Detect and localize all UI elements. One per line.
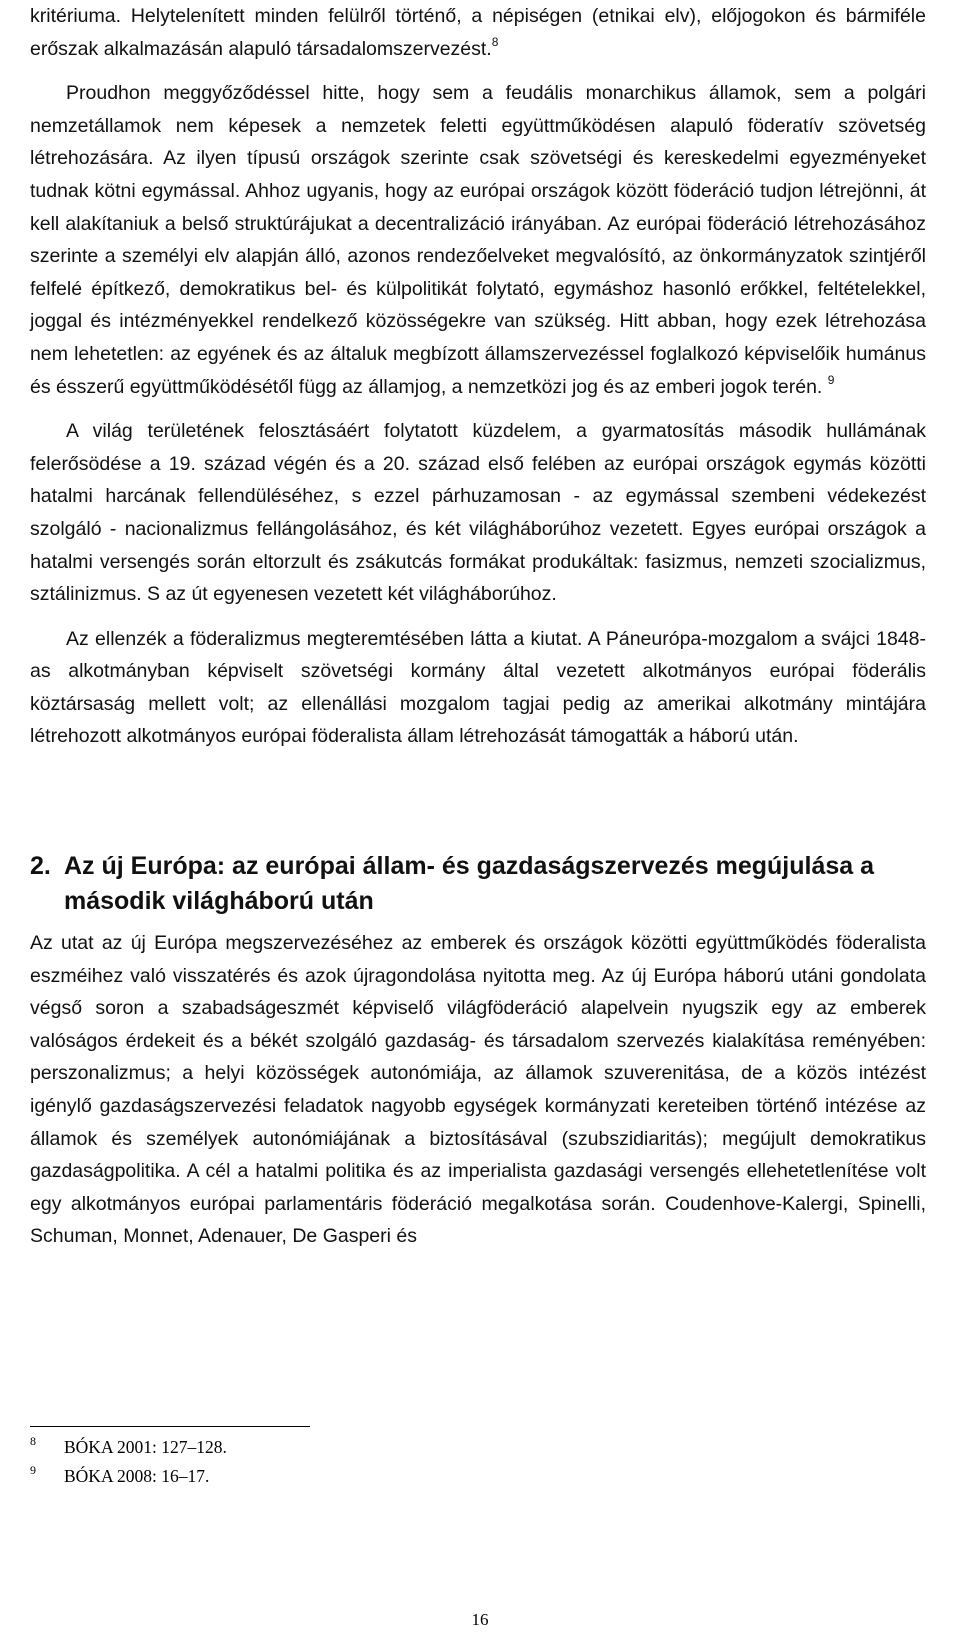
- footnote-number: 8: [30, 1434, 36, 1448]
- footnote-text: BÓKA 2008: 16–17.: [64, 1466, 210, 1486]
- paragraph-new-europe: Az utat az új Európa megszervezéséhez az emberek és országok közötti együttműködés föderalista eszméihez való visszatérés és azok újragondolása nyitotta meg. Az új Európa háború utáni gondolata végső soron a szabadságeszmét képviselő világföderáció alapelvein nyugszik egy az emberek valóságos érdekeit és a békét szolgáló gazdaság- és társadalom szervezés kialakítása reményében: perszonalizmus; a helyi közösségek autonómiája, az államok szuverenitása, de a közös intézést igénylő gazdaságszervezési feladatok nagyobb egységek kormányzati kereteiben történő intézése az államok és személyek autonómiájának a biztosításával (szubszidiaritás); megújult demokratikus gazdaságpolitika. A cél a hatalmi politika és az imperialista gazdasági versengés ellehetetlenítése volt egy alkotmányos európai parlamentáris föderáció megalkotása során. Coudenhove-Kalergi, Spinelli, Schuman, Monnet, Adenauer, De Gasperi és: [30, 932, 926, 1248]
- section-heading: [30, 849, 926, 919]
- paragraph-proudhon-text: Proudhon meggyőződéssel hitte, hogy sem a feudális monarchikus államok, sem a polgári nemzetállamok nem képesek a nemzetek feletti együttműködésen alapuló föderatív szövetség létrehozására. Az ilyen típusú országok szerinte csak szövetségi és kereskedelmi egyezményeket tudnak kötni egymással. Ahhoz ugyanis, hogy az európai országok között föderáció tudjon létrejönni, át kell alakítaniuk a belső struktúrájukat a decentralizáció irányában. Az európai föderáció létrehozásához szerinte a személyi elv alapján álló, azonos rendezőelveket megvalósító, az önkormányzatok szintjéről felfelé építkező, demokratikus bel- és külpolitikát folytató, egymáshoz hasonló erőkkel, feltételekkel, joggal és intézményekkel rendelkező közösségekre van szükség. Hitt abban, hogy ezek létrehozása nem lehetetlen: az egyének és az általuk megbízott államszervezéssel foglalkozó képviselőik humánus és ésszerű együttműködésétől függ az államjog, a nemzetközi jog és az emberi jogok terén.: [30, 82, 926, 398]
- footnote-separator: [30, 1426, 310, 1427]
- footnote-9: [30, 1463, 227, 1492]
- section-title: Az új Európa: az európai állam- és gazdaságszervezés megújulása a második világháború után: [64, 852, 875, 916]
- footnote-ref-9[interactable]: 9: [827, 372, 835, 387]
- intro-paragraph: [30, 0, 926, 65]
- footnotes: [30, 1434, 227, 1492]
- intro-text: kritériuma. Helytelenített minden felülről történő, a népiségen (etnikai elv), előjogokon és bármiféle erőszak alkalmazásán alapuló társadalomszervezést.: [30, 5, 926, 60]
- paragraph-world-division: A világ területének felosztásáért folytatott küzdelem, a gyarmatosítás második hullámának felerősödése a 19. század végén és a 20. század első felében az európai országok egymás közötti hatalmi harcának fellendüléséhez, s ezzel párhuzamosan - az egymással szembeni védekezést szolgáló - nacionalizmus fellángolásához, és két világháborúhoz vezetett. Egyes európai országok a hatalmi versengés során eltorzult és zsákutcás formákat produkáltak: fasizmus, nemzeti szocializmus, sztálinizmus. S az út egyenesen vezetett két világháborúhoz.: [30, 420, 926, 606]
- paragraph-proudhon: [30, 77, 926, 403]
- paragraph-opposition: Az ellenzék a föderalizmus megteremtésében látta a kiutat. A Páneurópa-mozgalom a svájci 1848-as alkotmányban képviselt szövetségi kormány által vezetett alkotmányos európai föderális köztársaság mellett volt; az ellenállási mozgalom tagjai pedig az amerikai alkotmány mintájára létrehozott alkotmányos európai föderalista állam létrehozását támogatták a háború után.: [30, 627, 926, 748]
- section-number: 2.: [30, 852, 51, 881]
- footnote-text: BÓKA 2001: 127–128.: [64, 1437, 227, 1457]
- page-number: 16: [471, 1610, 489, 1629]
- footnote-8: [30, 1434, 227, 1463]
- footnote-ref-8[interactable]: 8: [491, 34, 499, 49]
- footnote-number: 9: [30, 1463, 36, 1477]
